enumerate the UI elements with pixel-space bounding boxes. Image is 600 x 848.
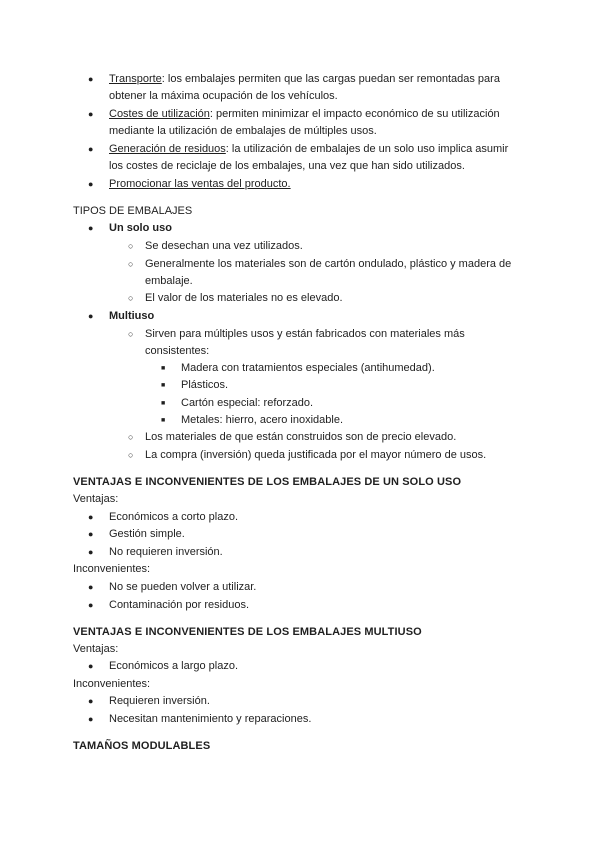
bullet-circle-icon: ○ bbox=[128, 293, 134, 303]
bullet-circle-icon: ○ bbox=[128, 329, 134, 339]
ventajas-label: Ventajas: bbox=[73, 643, 119, 655]
ventajas-label: Ventajas: bbox=[73, 493, 119, 505]
bullet-square-icon: ■ bbox=[161, 382, 166, 389]
document-page: ● Transporte: los embalajes permiten que las cargas puedan ser remontadas para obtener la máxima ocupación de los vehículos. ● Costes de utilización: permiten minimizar el impacto económico de su utilización mediante la utilización de embalajes de múltiples usos. ● Generación de residuos: la utilización de embalajes de un solo uso implica asumir los costes de reciclaje de los embalajes, una vez que han sido utilizados. ● Promocionar las ventas del producto. TIPOS DE EMBALAJES ● Un solo uso ○ Se desechan una vez utilizados. ○ Generalmente los materiales son de cartón ondulado, plástico y madera de embalaje. ○ El valor de los materiales no es elevado. ● Multiuso ○ Sirven para múltiples usos y están fabricados con materiales más consistentes: ■ Madera con tratamientos especiales (antihumedad). ■ Plásticos. ■ Cartón especial: reforzado. ■ Metales: hierro, acero inoxidable. ○ Los materiales de que están construidos son de precio elevado. ○ La compra (inversión) queda justificada por el mayor número de usos. VENTAJAS E INCONVENIENTES DE LOS EMBALAJES DE UN SOLO USO Ventajas: ● Económicos a corto plazo. ● Gestión simple. ● No requieren inversión. Inconvenientes: ● No se pueden volver a utilizar. ● Contaminación por residuos. VENTAJAS E INCONVENIENTES DE LOS EMBALAJES MULTIUSO Ventajas: ● Económicos a largo plazo. Inconvenientes: ● Requieren inversión. ● Necesitan mantenimiento y reparaciones. TAMAÑOS MODULABLES bbox=[0, 0, 600, 848]
bullet-square-icon: ■ bbox=[161, 365, 166, 372]
bullet-dot-icon: ● bbox=[88, 179, 94, 189]
bullet-dot-icon: ● bbox=[88, 714, 94, 724]
term-link: Generación de residuos bbox=[109, 143, 226, 155]
bullet-dot-icon: ● bbox=[88, 600, 94, 610]
bullet-dot-icon: ● bbox=[88, 311, 94, 321]
bullet-dot-icon: ● bbox=[88, 144, 94, 154]
section-heading-multi-use: VENTAJAS E INCONVENIENTES DE LOS EMBALAJES MULTIUSO bbox=[73, 626, 422, 638]
bullet-dot-icon: ● bbox=[88, 582, 94, 592]
bullet-dot-icon: ● bbox=[88, 529, 94, 539]
section-heading-tamanos: TAMAÑOS MODULABLES bbox=[73, 740, 211, 752]
bullet-dot-icon: ● bbox=[88, 74, 94, 84]
bullet-circle-icon: ○ bbox=[128, 241, 134, 251]
bullet-square-icon: ■ bbox=[161, 417, 166, 424]
inconvenientes-label: Inconvenientes: bbox=[73, 563, 151, 575]
term-link: Costes de utilización bbox=[109, 108, 210, 120]
section-heading-single-use: VENTAJAS E INCONVENIENTES DE LOS EMBALAJES DE UN SOLO USO bbox=[73, 476, 462, 488]
section-heading-tipos: TIPOS DE EMBALAJES bbox=[73, 205, 193, 217]
term-link: Transporte bbox=[109, 73, 162, 85]
term-link: Promocionar las ventas del producto. bbox=[109, 178, 291, 190]
inconvenientes-label: Inconvenientes: bbox=[73, 678, 151, 690]
bullet-circle-icon: ○ bbox=[128, 259, 134, 269]
bullet-dot-icon: ● bbox=[88, 661, 94, 671]
bullet-dot-icon: ● bbox=[88, 109, 94, 119]
bullet-circle-icon: ○ bbox=[128, 432, 134, 442]
bullet-square-icon: ■ bbox=[161, 400, 166, 407]
bullet-dot-icon: ● bbox=[88, 512, 94, 522]
bullet-circle-icon: ○ bbox=[128, 450, 134, 460]
bullet-dot-icon: ● bbox=[88, 696, 94, 706]
bullet-dot-icon: ● bbox=[88, 223, 94, 233]
bullet-dot-icon: ● bbox=[88, 547, 94, 557]
